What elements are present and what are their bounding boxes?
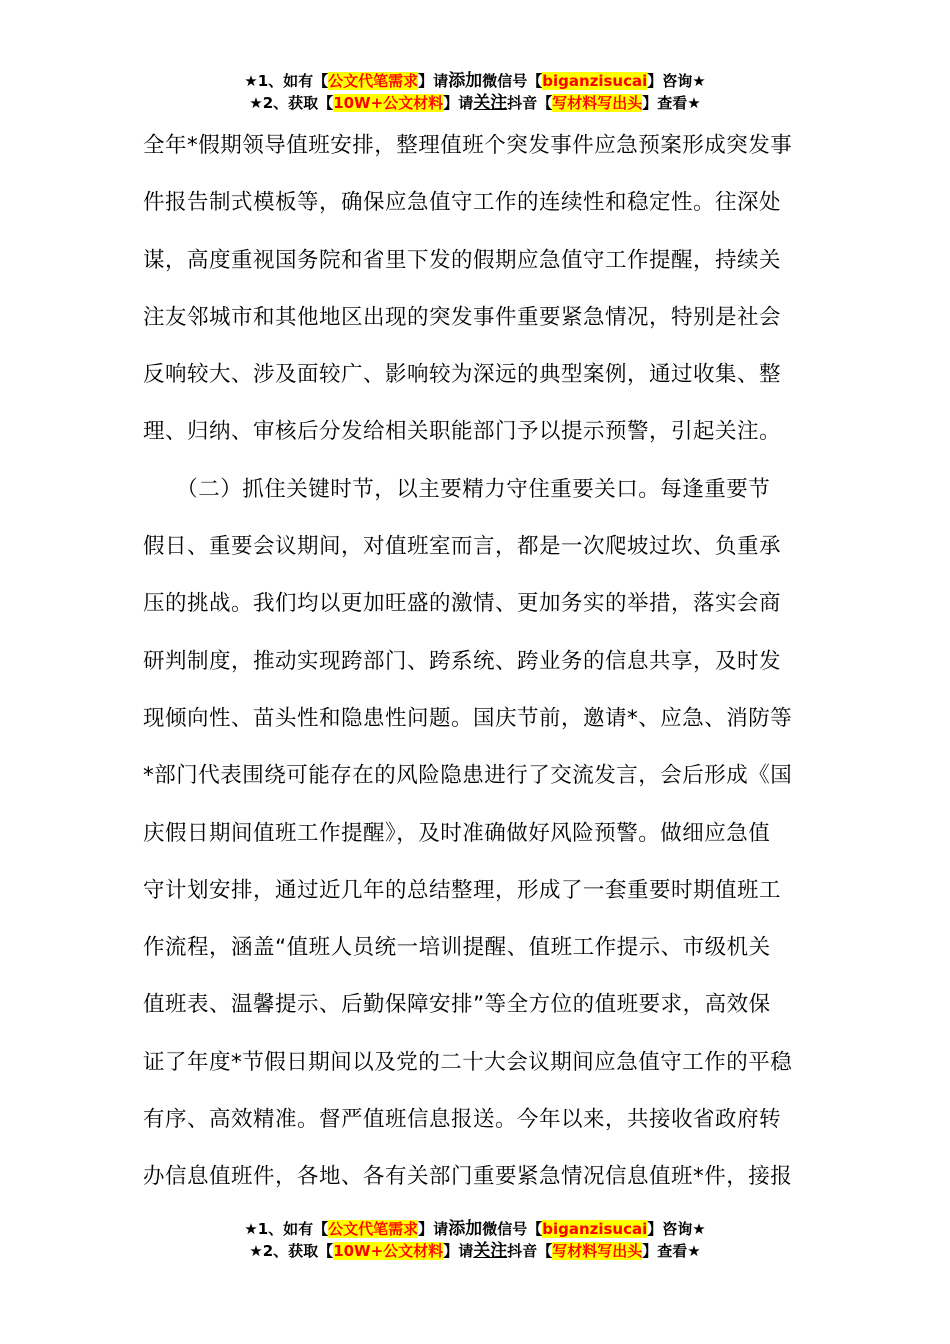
banner-line-2 bbox=[0, 92, 950, 114]
text-line: 值班表、温馨提示、后勤保障安排”等全方位的值班要求，高效保 bbox=[143, 992, 771, 1018]
text-line: （二）抓住关键时节，以主要精力守住重要关口。每逢重要节 bbox=[143, 476, 771, 502]
banner-highlight: 公文代笔需求 bbox=[328, 1220, 419, 1238]
banner-text: 】咨询★ bbox=[647, 1220, 706, 1238]
text-line: *部门代表围绕可能存在的风险隐患进行了交流发言，会后形成《国 bbox=[143, 763, 793, 789]
paragraph bbox=[143, 461, 807, 1206]
text-line: 谋，高度重视国务院和省里下发的假期应急值守工作提醒，持续关 bbox=[143, 247, 782, 273]
text-line: 注友邻城市和其他地区出现的突发事件重要紧急情况，特别是社会 bbox=[143, 304, 782, 330]
text-line: 压的挑战。我们均以更加旺盛的激情、更加务实的举措，落实会商 bbox=[143, 591, 782, 617]
banner-highlight: 10W+公文材料 bbox=[333, 94, 444, 112]
banner-text: ★1、如有【 bbox=[244, 72, 329, 90]
banner-text: 微信号【 bbox=[482, 1220, 543, 1238]
banner-text: ★1、如有【 bbox=[244, 1220, 329, 1238]
paragraph bbox=[143, 117, 807, 461]
banner-highlight: 公文代笔需求 bbox=[328, 72, 419, 90]
banner-text: 】查看★ bbox=[642, 1242, 701, 1260]
text-line: 假日、重要会议期间，对值班室而言，都是一次爬坡过坎、负重承 bbox=[143, 534, 782, 560]
banner-text: 】请 bbox=[443, 94, 474, 112]
banner-text: 】查看★ bbox=[642, 94, 701, 112]
text-line: 办信息值班件，各地、各有关部门重要紧急情况信息值班*件，接报 bbox=[143, 1164, 793, 1190]
banner-line-1 bbox=[0, 70, 950, 92]
banner-text: ★2、获取【 bbox=[249, 1242, 334, 1260]
banner-text: 】请 bbox=[443, 1242, 474, 1260]
document-body bbox=[143, 117, 807, 1206]
banner-text: 抖音【 bbox=[507, 94, 553, 112]
banner-line-2 bbox=[0, 1240, 950, 1262]
banner-highlight: 写材料写出头 bbox=[552, 1242, 643, 1260]
banner-highlight: biganzisucai bbox=[542, 72, 648, 90]
text-line: 证了年度*节假日期间以及党的二十大会议期间应急值守工作的平稳 bbox=[143, 1049, 793, 1075]
text-line: 件报告制式模板等，确保应急值守工作的连续性和稳定性。往深处 bbox=[143, 190, 782, 216]
text-line: 现倾向性、苗头性和隐患性问题。国庆节前，邀请*、应急、消防等 bbox=[143, 705, 793, 731]
header-banner bbox=[0, 70, 950, 114]
banner-text: ★2、获取【 bbox=[249, 94, 334, 112]
text-line: 反响较大、涉及面较广、影响较为深远的典型案例，通过收集、整 bbox=[143, 362, 782, 388]
text-line: 研判制度，推动实现跨部门、跨系统、跨业务的信息共享，及时发 bbox=[143, 648, 782, 674]
text-line: 庆假日期间值班工作提醒》，及时准确做好风险预警。做细应急值 bbox=[143, 820, 771, 846]
banner-highlight: 10W+公文材料 bbox=[333, 1242, 444, 1260]
footer-banner bbox=[0, 1218, 950, 1262]
banner-text: 】请 bbox=[418, 1220, 449, 1238]
text-line: 理、归纳、审核后分发给相关职能部门予以提示预警，引起关注。 bbox=[143, 419, 782, 445]
banner-text: 】请 bbox=[418, 72, 449, 90]
banner-highlight: 写材料写出头 bbox=[552, 94, 643, 112]
banner-text: 微信号【 bbox=[482, 72, 543, 90]
banner-text: 】咨询★ bbox=[647, 72, 706, 90]
banner-emphasis: 关注 bbox=[473, 93, 508, 113]
banner-line-1 bbox=[0, 1218, 950, 1240]
text-line: 有序、高效精准。督严值班信息报送。今年以来，共接收省政府转 bbox=[143, 1107, 782, 1133]
banner-highlight: biganzisucai bbox=[542, 1220, 648, 1238]
text-line: 全年*假期领导值班安排，整理值班个突发事件应急预案形成突发事 bbox=[143, 133, 793, 158]
banner-emphasis: 添加 bbox=[448, 71, 483, 91]
banner-emphasis: 关注 bbox=[473, 1241, 508, 1261]
text-line: 作流程，涵盖“值班人员统一培训提醒、值班工作提示、市级机关 bbox=[143, 935, 771, 961]
banner-emphasis: 添加 bbox=[448, 1219, 483, 1239]
text-line: 守计划安排，通过近几年的总结整理，形成了一套重要时期值班工 bbox=[143, 877, 782, 903]
banner-text: 抖音【 bbox=[507, 1242, 553, 1260]
